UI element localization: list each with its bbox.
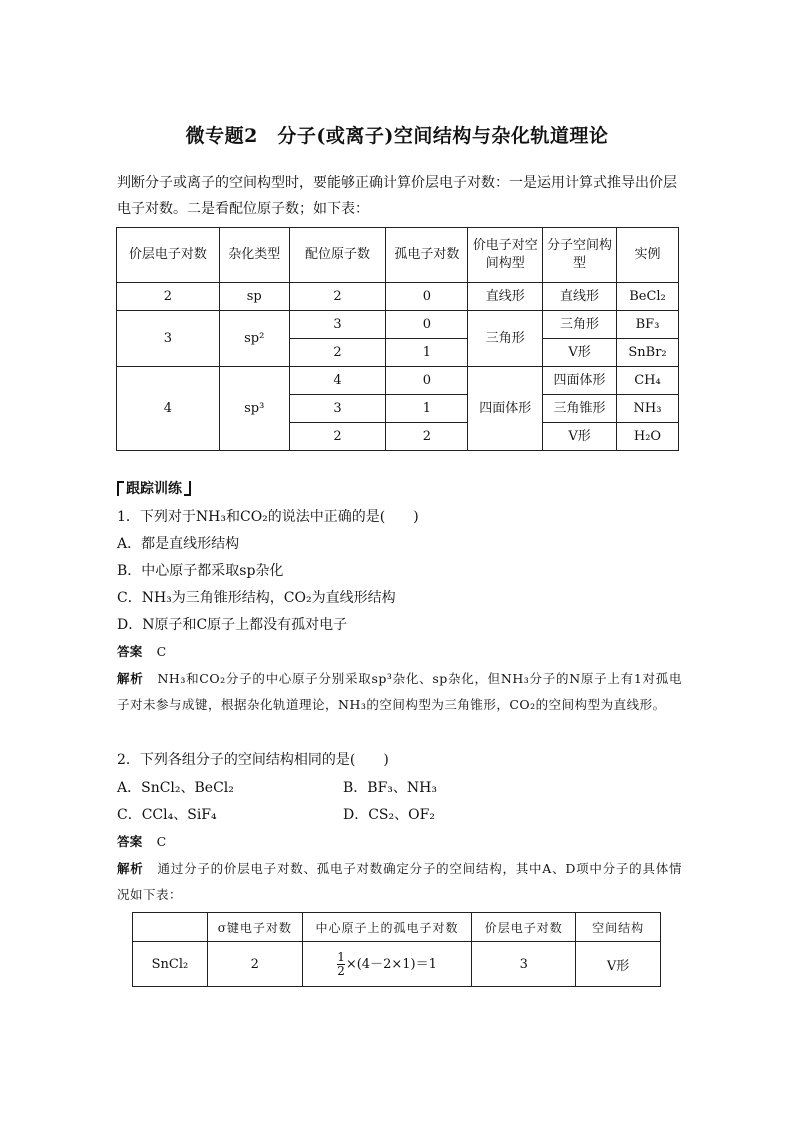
table-cell: 3 [472, 942, 576, 987]
table-cell: 直线形 [543, 283, 617, 311]
table-cell: SnBr₂ [616, 339, 678, 367]
header-cell: 孤电子对数 [386, 228, 468, 283]
corner-bracket-left-icon [117, 481, 124, 496]
header-cell: σ键电子对数 [207, 913, 302, 942]
table-row [117, 283, 679, 311]
table-cell: 2 [117, 283, 220, 311]
question-2-option-b: B．BF₃、NH₃ [343, 780, 437, 796]
table-cell: 4 [117, 367, 220, 451]
analysis-label: 解析 [117, 671, 144, 686]
fraction [337, 951, 345, 978]
analysis-label: 解析 [117, 861, 144, 876]
table-cell: BeCl₂ [616, 283, 678, 311]
table-cell: 0 [386, 311, 468, 339]
table-cell: 2 [289, 339, 386, 367]
header-cell: 分子空间构型 [543, 228, 617, 283]
table-header-row [117, 228, 679, 283]
table-cell: 0 [386, 283, 468, 311]
table-cell: 0 [386, 367, 468, 395]
table-cell: V形 [543, 423, 617, 451]
question-2-answer [117, 832, 166, 850]
question-1-analysis [117, 666, 682, 718]
question-2-option-c: C．CCl₄、SiF₄ [117, 807, 217, 823]
question-1-option-d: D．N原子和C原子上都没有孤对电子 [117, 617, 348, 633]
table-row [117, 367, 679, 395]
header-cell: 实例 [616, 228, 678, 283]
question-1-option-b: B．中心原子都采取sp杂化 [117, 563, 284, 579]
table-cell: 2 [386, 423, 468, 451]
answer-label: 答案 [117, 834, 143, 849]
table-cell: NH₃ [616, 395, 678, 423]
section-heading [117, 478, 191, 498]
header-cell: 配位原子数 [289, 228, 386, 283]
question-2-option-d: D．CS₂、OF₂ [343, 807, 435, 823]
answer-value: C [156, 834, 167, 849]
table-cell: sp³ [219, 367, 289, 451]
table-cell: V形 [543, 339, 617, 367]
table-cell: 1 [386, 395, 468, 423]
table-cell: sp² [219, 311, 289, 367]
table-cell: SnCl₂ [133, 942, 208, 987]
answer-value: C [156, 644, 167, 659]
table-cell: 直线形 [468, 283, 543, 311]
fraction-denominator: 2 [337, 963, 345, 978]
section-title: 跟踪训练 [126, 481, 182, 497]
table-cell: 三角形 [468, 311, 543, 367]
table-header-row [133, 913, 661, 942]
header-cell [133, 913, 208, 942]
corner-bracket-right-icon [184, 481, 191, 496]
table-cell: 三角形 [543, 311, 617, 339]
table-cell: 2 [207, 942, 302, 987]
table-cell: CH₄ [616, 367, 678, 395]
lone-pair-expression: ×(4－2×1)＝1 [345, 956, 437, 972]
table-cell: 4 [289, 367, 386, 395]
table-cell: 3 [289, 311, 386, 339]
header-cell: 空间结构 [576, 913, 661, 942]
question-1-answer [117, 642, 166, 660]
sncl2-analysis-table [132, 912, 661, 987]
table-cell: 四面体形 [468, 367, 543, 451]
table-cell: 3 [117, 311, 220, 367]
table-cell [302, 942, 472, 987]
table-row [133, 942, 661, 987]
header-cell: 中心原子上的孤电子对数 [302, 913, 472, 942]
fraction-numerator: 1 [337, 949, 345, 964]
header-cell: 杂化类型 [219, 228, 289, 283]
table-cell: BF₃ [616, 311, 678, 339]
question-2-stem: 2．下列各组分子的空间结构相同的是( ) [117, 752, 389, 768]
question-1-option-c: C．NH₃为三角锥形结构，CO₂为直线形结构 [117, 590, 396, 606]
header-cell: 价电子对空间构型 [468, 228, 543, 283]
table-cell: 2 [289, 283, 386, 311]
hybridization-table [116, 227, 679, 451]
header-cell: 价层电子对数 [117, 228, 220, 283]
header-cell: 价层电子对数 [472, 913, 576, 942]
intro-paragraph: 判断分子或离子的空间构型时，要能够正确计算价层电子对数：一是运用计算式推导出价层电子对数。二是看配位原子数；如下表： [117, 175, 677, 217]
table-cell: 1 [386, 339, 468, 367]
table-cell: 三角锥形 [543, 395, 617, 423]
analysis-text: NH₃和CO₂分子的中心原子分别采取sp³杂化、sp杂化，但NH₃分子的N原子上有1对孤电子对未参与成键，根据杂化轨道理论，NH₃的空间构型为三角锥形，CO₂的空间构型为直线形。 [117, 671, 682, 712]
table-cell: sp [219, 283, 289, 311]
question-1-stem: 1．下列对于NH₃和CO₂的说法中正确的是( ) [117, 509, 419, 525]
table-row [117, 311, 679, 339]
analysis-text: 通过分子的价层电子对数、孤电子对数确定分子的空间结构，其中A、D项中分子的具体情况如下表： [117, 861, 682, 902]
question-2-option-a: A．SnCl₂、BeCl₂ [117, 780, 234, 796]
question-1-option-a: A．都是直线形结构 [117, 536, 240, 552]
table-cell: 四面体形 [543, 367, 617, 395]
answer-label: 答案 [117, 644, 143, 659]
table-cell: V形 [576, 942, 661, 987]
table-cell: 3 [289, 395, 386, 423]
table-cell: 2 [289, 423, 386, 451]
page-title: 微专题2 分子(或离子)空间结构与杂化轨道理论 [185, 125, 609, 147]
table-cell: H₂O [616, 423, 678, 451]
question-2-analysis [117, 856, 682, 908]
